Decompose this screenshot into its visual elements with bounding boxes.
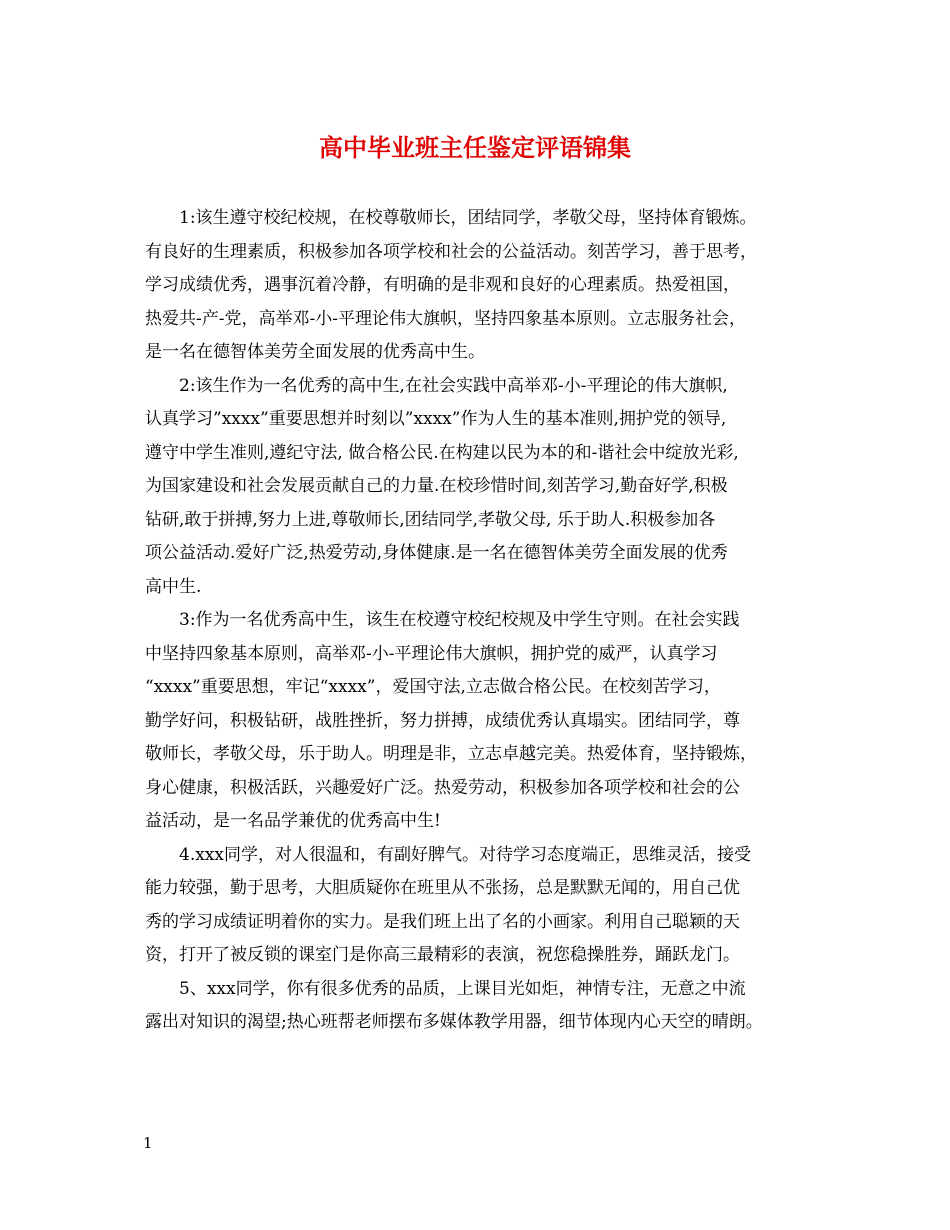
page-number: 1 xyxy=(143,1134,153,1152)
text-line: 益活动，是一名品学兼优的优秀高中生! xyxy=(145,811,441,831)
text-line: 项公益活动.爱好广泛,热爱劳动,身体健康.是一名在德智体美劳全面发展的优秀 xyxy=(145,543,728,563)
text-line: 秀的学习成绩证明着你的实力。是我们班上出了名的小画家。利用自己聪颖的天 xyxy=(145,911,740,932)
text-line: 身心健康，积极活跃，兴趣爱好广泛。热爱劳动，积极参加各项学校和社会的公 xyxy=(145,777,740,798)
document-body xyxy=(145,202,810,1040)
paragraph-first-line: 4.xxx同学，对人很温和，有副好脾气。对待学习态度端正，思维灵活，接受 xyxy=(179,844,751,865)
text-line: 高中生. xyxy=(145,576,202,597)
text-line: 资，打开了被反锁的课室门是你高三最精彩的表演，祝您稳操胜券，踊跃龙门。 xyxy=(145,945,740,965)
text-line: 学习成绩优秀，遇事沉着冷静，有明确的是非观和良好的心理素质。热爱祖国， xyxy=(145,275,740,295)
text-line: 认真学习”xxxx”重要思想并时刻以”xxxx”作为人生的基本准则,拥护党的领导, xyxy=(145,409,727,429)
text-line: 能力较强，勤于思考，大胆质疑你在班里从不张扬，总是默默无闻的，用自己优 xyxy=(145,878,740,898)
text-line: 热爱共-产-党，高举邓-小-平理论伟大旗帜，坚持四象基本原则。立志服务社会， xyxy=(145,308,746,329)
paragraph-first-line: 5、xxx同学，你有很多优秀的品质，上课目光如炬，神情专注，无意之中流 xyxy=(179,978,746,999)
text-line: 遵守中学生准则,遵纪守法, 做合格公民.在构建以民为本的和-谐社会中绽放光彩, xyxy=(145,442,739,463)
paragraph-first-line: 3:作为一名优秀高中生，该生在校遵守校纪校规及中学生守则。在社会实践 xyxy=(179,610,740,630)
paragraph-first-line: 1:该生遵守校纪校规，在校尊敬师长，团结同学，孝敬父母，坚持体育锻炼。 xyxy=(179,208,757,228)
text-line: 勤学好问，积极钻研，战胜挫折，努力拼搏，成绩优秀认真塌实。团结同学，尊 xyxy=(145,710,740,731)
document-title: 高中毕业班主任鉴定评语锦集 xyxy=(319,133,631,162)
text-line: “xxxx”重要思想，牢记“xxxx”，爱国守法,立志做合格公民。在校刻苦学习， xyxy=(145,677,721,697)
paragraph-first-line: 2:该生作为一名优秀的高中生,在社会实践中高举邓-小-平理论的伟大旗帜, xyxy=(179,375,728,396)
text-line: 钻研,敢于拼搏,努力上进,尊敬师长,团结同学,孝敬父母, 乐于助人.积极参加各 xyxy=(145,509,716,530)
text-line: 中坚持四象基本原则，高举邓-小-平理论伟大旗帜，拥护党的威严，认真学习 xyxy=(145,643,718,664)
text-line: 露出对知识的渴望;热心班帮老师摆布多媒体教学用器，细节体现内心天空的晴朗。 xyxy=(145,1012,763,1032)
text-line: 敬师长，孝敬父母，乐于助人。明理是非，立志卓越完美。热爱体育，坚持锻炼， xyxy=(145,744,757,764)
text-line: 为国家建设和社会发展贡献自己的力量.在校珍惜时间,刻苦学习,勤奋好学,积极 xyxy=(145,476,728,496)
text-line: 有良好的生理素质，积极参加各项学校和社会的公益活动。刻苦学习，善于思考， xyxy=(145,241,757,262)
text-line: 是一名在德智体美劳全面发展的优秀高中生。 xyxy=(145,342,485,362)
